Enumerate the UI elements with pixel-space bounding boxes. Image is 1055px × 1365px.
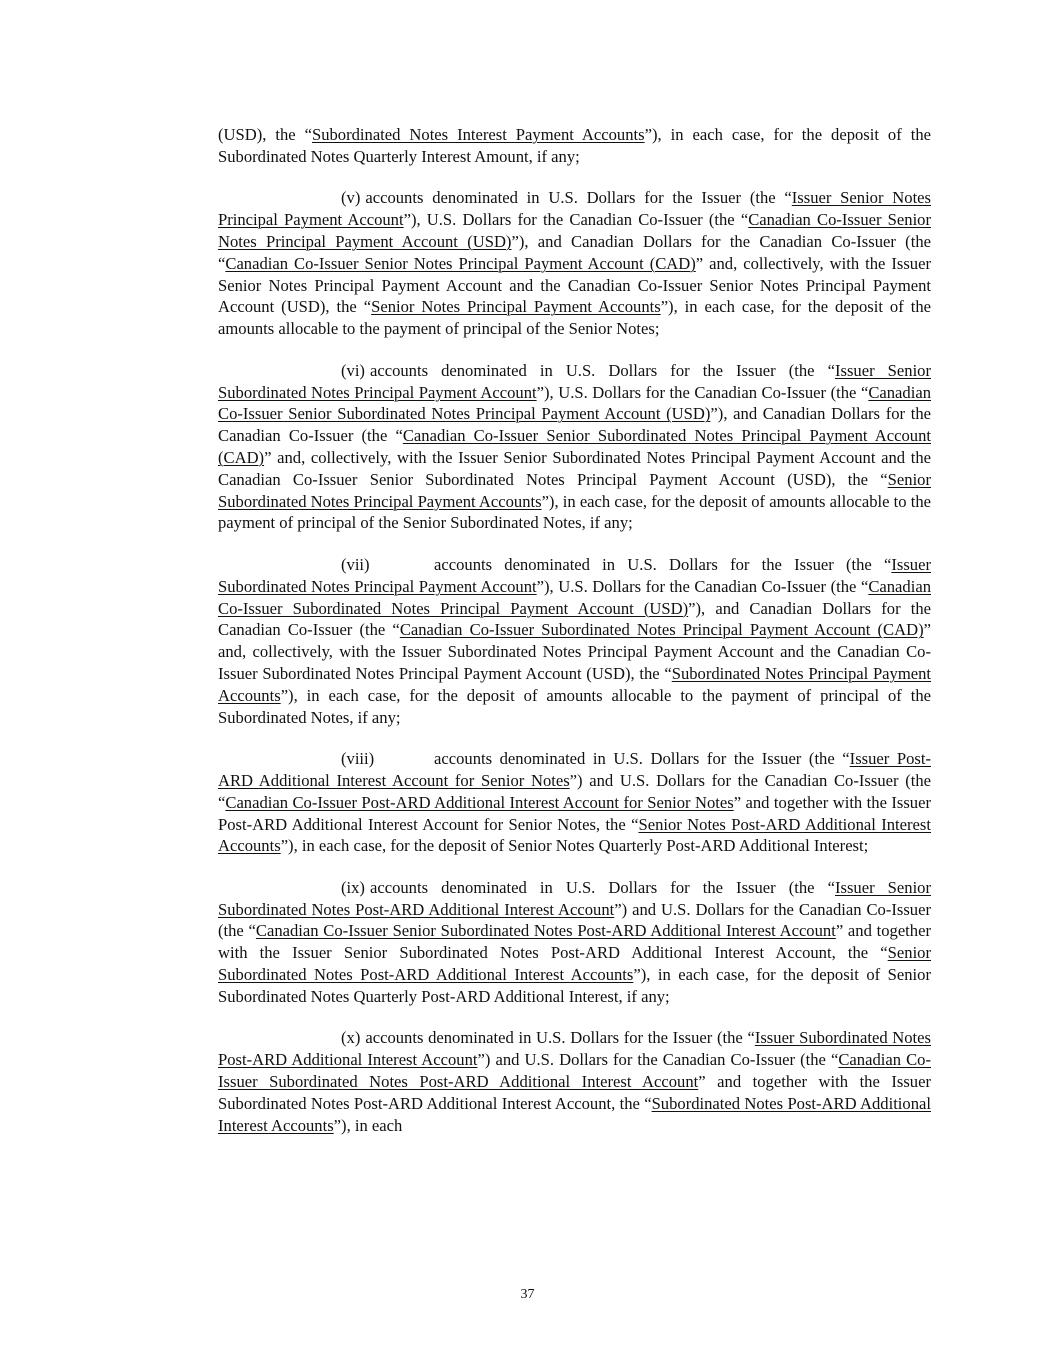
- defined-term: Senior Subordinated Notes Post-ARD Additional Interest Accounts: [218, 943, 931, 985]
- paragraph-text: accounts denominated in U.S. Dollars for the Issuer (the “: [365, 1028, 755, 1048]
- defined-term: Issuer Subordinated Notes Post-ARD Additional Interest Account: [218, 1028, 931, 1070]
- paragraph-text: ”), in each: [333, 1115, 403, 1135]
- paragraph-text: ”) and U.S. Dollars for the Canadian Co-Issuer (the “: [218, 770, 931, 812]
- defined-term: Canadian Co-Issuer Subordinated Notes Principal Payment Account (CAD): [399, 620, 924, 640]
- paragraph-continuation: [218, 124, 931, 168]
- paragraph-text: accounts denominated in U.S. Dollars for the Issuer (the “: [369, 360, 835, 380]
- clause-number: (viii): [341, 749, 375, 769]
- paragraph-vii: [218, 554, 931, 728]
- defined-term: Issuer Senior Subordinated Notes Principal Payment Account: [218, 360, 931, 402]
- defined-term: Canadian Co-Issuer Senior Notes Principal Payment Account (USD): [218, 210, 931, 251]
- defined-term: Issuer Post-ARD Additional Interest Account for Senior Notes: [218, 749, 931, 790]
- paragraph-text: ”), and Canadian Dollars for the Canadian Co-Issuer (the “: [218, 598, 932, 640]
- paragraph-text: ”), in each case, for the deposit of the Subordinated Notes Quarterly Interest Amount, if any;: [218, 125, 931, 166]
- paragraph-text: ” and, collectively, with the Issuer Subordinated Notes Principal Payment Account and the Canadian Co-Issuer Subordinated Notes Principal Payment Account (USD), the “: [218, 620, 931, 683]
- paragraph-vi: [218, 360, 931, 534]
- clause-number: (vii): [341, 554, 370, 574]
- paragraph-text: ” and, collectively, with the Issuer Senior Subordinated Notes Principal Payment Account and the Canadian Co-Issuer Senior Subordinated Notes Principal Payment Account (USD), the “: [218, 447, 931, 489]
- clause-number: (x): [341, 1028, 361, 1048]
- defined-term: Senior Subordinated Notes Principal Payment Accounts: [218, 469, 931, 511]
- defined-term: Canadian Co-Issuer Subordinated Notes Post-ARD Additional Interest Account: [218, 1050, 931, 1092]
- defined-term: Subordinated Notes Principal Payment Accounts: [218, 663, 932, 705]
- paragraph-text: ” and, collectively, with the Issuer Senior Notes Principal Payment Account and the Canadian Co-Issuer Senior Notes Principal Payment Account (USD), the “: [218, 253, 931, 317]
- paragraph-text: accounts denominated in U.S. Dollars for the Issuer (the “: [434, 554, 892, 574]
- paragraph-text: ”) and U.S. Dollars for the Canadian Co-Issuer (the “: [218, 899, 931, 941]
- paragraph-text: ”), in each case, for the deposit of Senior Subordinated Notes Quarterly Post-ARD Additional Interest, if any;: [218, 965, 931, 1006]
- defined-term: Canadian Co-Issuer Senior Subordinated Notes Post-ARD Additional Interest Account: [255, 921, 836, 941]
- defined-term: Canadian Co-Issuer Post-ARD Additional Interest Account for Senior Notes: [225, 792, 734, 812]
- paragraph-x: [218, 1027, 931, 1136]
- paragraph-text: ”), U.S. Dollars for the Canadian Co-Issuer (the “: [403, 210, 749, 230]
- paragraph-text: accounts denominated in U.S. Dollars for the Issuer (the “: [365, 188, 792, 208]
- clause-number: (v): [341, 188, 361, 208]
- paragraph-text: ”), and Canadian Dollars for the Canadian Co-Issuer (the “: [218, 404, 932, 446]
- defined-term: Subordinated Notes Interest Payment Accounts: [311, 125, 645, 144]
- defined-term: Canadian Co-Issuer Senior Subordinated Notes Principal Payment Account (USD): [218, 382, 931, 424]
- defined-term: Issuer Senior Subordinated Notes Post-ARD Additional Interest Account: [218, 877, 931, 919]
- paragraph-ix: [218, 877, 931, 1008]
- paragraph-text: (USD), the “: [218, 125, 312, 144]
- document-body: [218, 124, 931, 1156]
- paragraph-text: ”), and Canadian Dollars for the Canadian Co-Issuer (the “: [218, 231, 931, 273]
- paragraph-text: ” and together with the Issuer Senior Subordinated Notes Post-ARD Additional Interest Account, the “: [218, 921, 931, 963]
- paragraph-text: ”), in each case, for the deposit of Senior Notes Quarterly Post-ARD Additional Interest;: [280, 836, 869, 856]
- paragraph-text: ”), U.S. Dollars for the Canadian Co-Issuer (the “: [536, 382, 869, 402]
- paragraph-text: ”), U.S. Dollars for the Canadian Co-Issuer (the “: [536, 576, 869, 596]
- paragraph-text: ”), in each case, for the deposit of amounts allocable to the payment of principal of the Subordinated Notes, if any;: [218, 685, 931, 727]
- paragraph-viii: [218, 748, 931, 857]
- defined-term: Issuer Subordinated Notes Principal Payment Account: [218, 554, 931, 596]
- paragraph-text: accounts denominated in U.S. Dollars for the Issuer (the “: [434, 749, 850, 769]
- clause-number: (vi): [341, 360, 365, 380]
- defined-term: Senior Notes Principal Payment Accounts: [371, 297, 661, 317]
- paragraph-text: ”), in each case, for the deposit of the amounts allocable to the payment of principal of the Senior Notes;: [218, 297, 931, 339]
- defined-term: Canadian Co-Issuer Senior Subordinated Notes Principal Payment Account (CAD): [218, 426, 931, 467]
- paragraph-v: [218, 187, 931, 340]
- paragraph-text: ”) and U.S. Dollars for the Canadian Co-Issuer (the “: [477, 1050, 839, 1070]
- paragraph-text: ” and together with the Issuer Post-ARD Additional Interest Account for Senior Notes, the “: [218, 792, 931, 834]
- paragraph-text: ”), in each case, for the deposit of amounts allocable to the payment of principal of the Senior Subordinated Notes, if any;: [218, 491, 931, 533]
- paragraph-text: accounts denominated in U.S. Dollars for the Issuer (the “: [369, 877, 835, 897]
- paragraph-text: ” and together with the Issuer Subordinated Notes Post-ARD Additional Interest Account, the “: [218, 1072, 931, 1113]
- defined-term: Canadian Co-Issuer Subordinated Notes Principal Payment Account (USD): [218, 576, 931, 618]
- defined-term: Canadian Co-Issuer Senior Notes Principal Payment Account (CAD): [225, 253, 696, 273]
- clause-number: (ix): [341, 877, 365, 897]
- defined-term: Subordinated Notes Post-ARD Additional Interest Accounts: [218, 1093, 931, 1135]
- page-number: 37: [520, 1287, 535, 1302]
- defined-term: Senior Notes Post-ARD Additional Interest Accounts: [218, 814, 931, 856]
- defined-term: Issuer Senior Notes Principal Payment Account: [218, 188, 931, 230]
